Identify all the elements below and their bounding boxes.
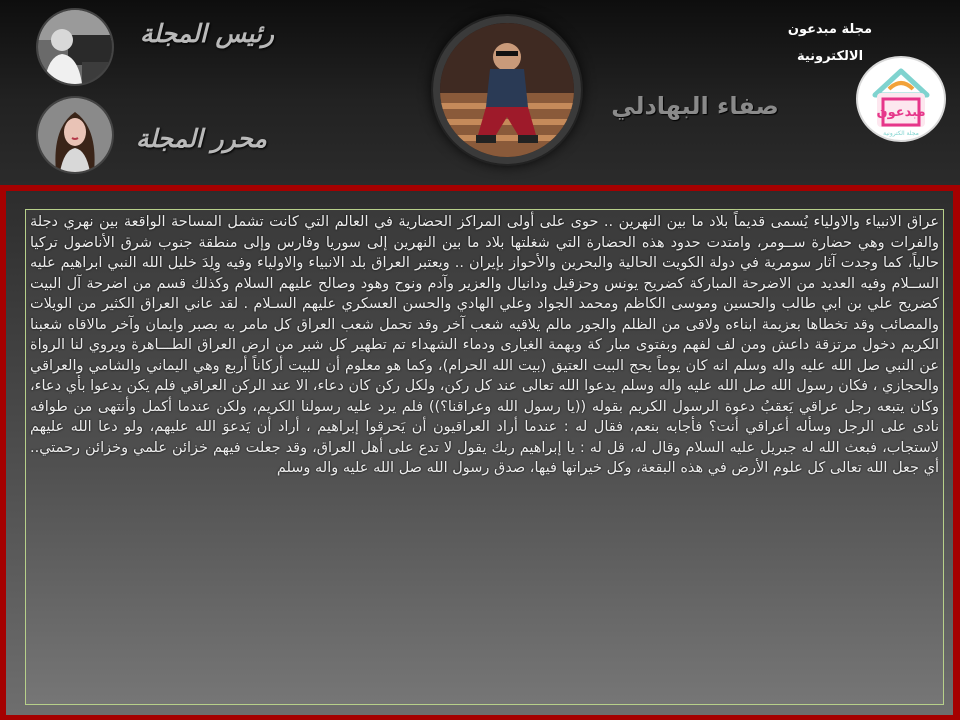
- mubdioun-logo-icon: [855, 55, 947, 143]
- writer-photo: [433, 16, 581, 164]
- magazine-subtitle: الالكترونية: [796, 49, 864, 64]
- writer-portrait: [440, 23, 574, 157]
- magazine-logo: [855, 55, 947, 143]
- article-frame: [0, 185, 960, 720]
- editor-photo: [38, 98, 112, 172]
- magazine-name: مجلة مبدعون: [787, 22, 873, 37]
- article-body: عراق الانبياء والاولياء يُسمى قديماً بلاد ما بين النهرين .. حوى على أولى المراكز الحضارية في العالم التي كانت تشمل المساحة الواقعة بين نهري دجلة والفرات وهي حضارة ســومر، وامتدت حدود هذه الحضارة التي شغلتها بلاد ما بين النهرين إلى سوريا وفارس وإلى منطقة جنوب شرق الأناضول تركيا حالياً، كما وجدت آثار سومرية في دولة الكويت الحالية والبحرين والأحواز بإيران .. ويعتبر العراق بلد الانبياء والاولياء وفيه وِلِدَ خليل الله النبي ابراهيم عليه الســلام وفيه العديد من الاضرحة المباركة كضريح يونس وحزقيل ودانيال والعزير وآدم ونوح وهود وصالح عليهم السلام وكذلك قسم من اضرحة آل البيت كضريح علي بن ابي طالب والحسين وموسى الكاظم ومحمد الجواد وعلي الهادي والحسن العسكري عليهم السـلام . لقد عاني العراق الكثير من الويلات والمصائب وقد تخطاها بعزيمة ابناءه ولاقى من الظلم والجور مالم يلاقيه شعب آخر وقد تحمل شعب العراق كل مامر به بصبر وايمان وآخر مالاقاه شعبنا الكريم دخول مرتزقة داعش ومن لف لفهم وبفتوى مبار كة وبهمة الغيارى ودماء الشهداء تم تطهير كل شبر من ارض العراق الطـــاهرة ويروي لنا الرواة عن النبي صل الله عليه واله وسلم انه كان يوماً يحج البيت العتيق (بيت الله الحرام)، وكما هو معلوم أن للبيت أركاناً أربع وهي اليماني والشامي والعراقي والحجازي ، فكان رسول الله صل الله عليه واله وسلم يدعوا الله تعالى عند كل ركن، ولكل ركن كان دعاء، الا عند الركن العراقي فلم يكن يدعوا بأي دعاء، وكان يتبعه رجل عراقي يَعقبُ دعوة الرسول الكريم بقوله ((يا رسول الله وعراقنا؟)) فلم يرد عليه رسولنا الكريم، ولكن عندما أكمل وأنتهى من طوافه نادى على الرجل وسأله أعراقي أنت؟ فأجابه بنعم، فقال له : عندما أراد العراقيون أن يَحرقوا إبراهيم ، أراد أن يَدعوَ الله عليهم، ولو دعا الله عليهم لاستجاب، فبعث الله له جبريل عليه السلام وقال له، قل له : يا إبراهيم ربك يقول لا تدع على أهل العراق، وقد جعلت فيهم خزائن علمي وخزائن رحمتي.. أي جعل الله تعالى كل علوم الأرض في هذه البقعة، وكل خيراتها فيها، صدق رسول الله صل الله عليه واله وسلم: [30, 214, 939, 476]
- editor-in-chief-avatar: [36, 8, 114, 86]
- writer-name: صفاء البهادلي: [611, 92, 779, 120]
- logo-subtext: مجلة الكترونية: [883, 130, 919, 137]
- editor-label: محرر المجلة: [136, 124, 267, 153]
- logo-text: مبدعون: [876, 105, 926, 120]
- article-text-box: [25, 209, 944, 705]
- editor-in-chief-photo: [38, 10, 112, 84]
- magazine-header: [0, 0, 960, 185]
- editor-avatar: [36, 96, 114, 174]
- editor-in-chief-label: رئيس المجلة: [140, 19, 274, 48]
